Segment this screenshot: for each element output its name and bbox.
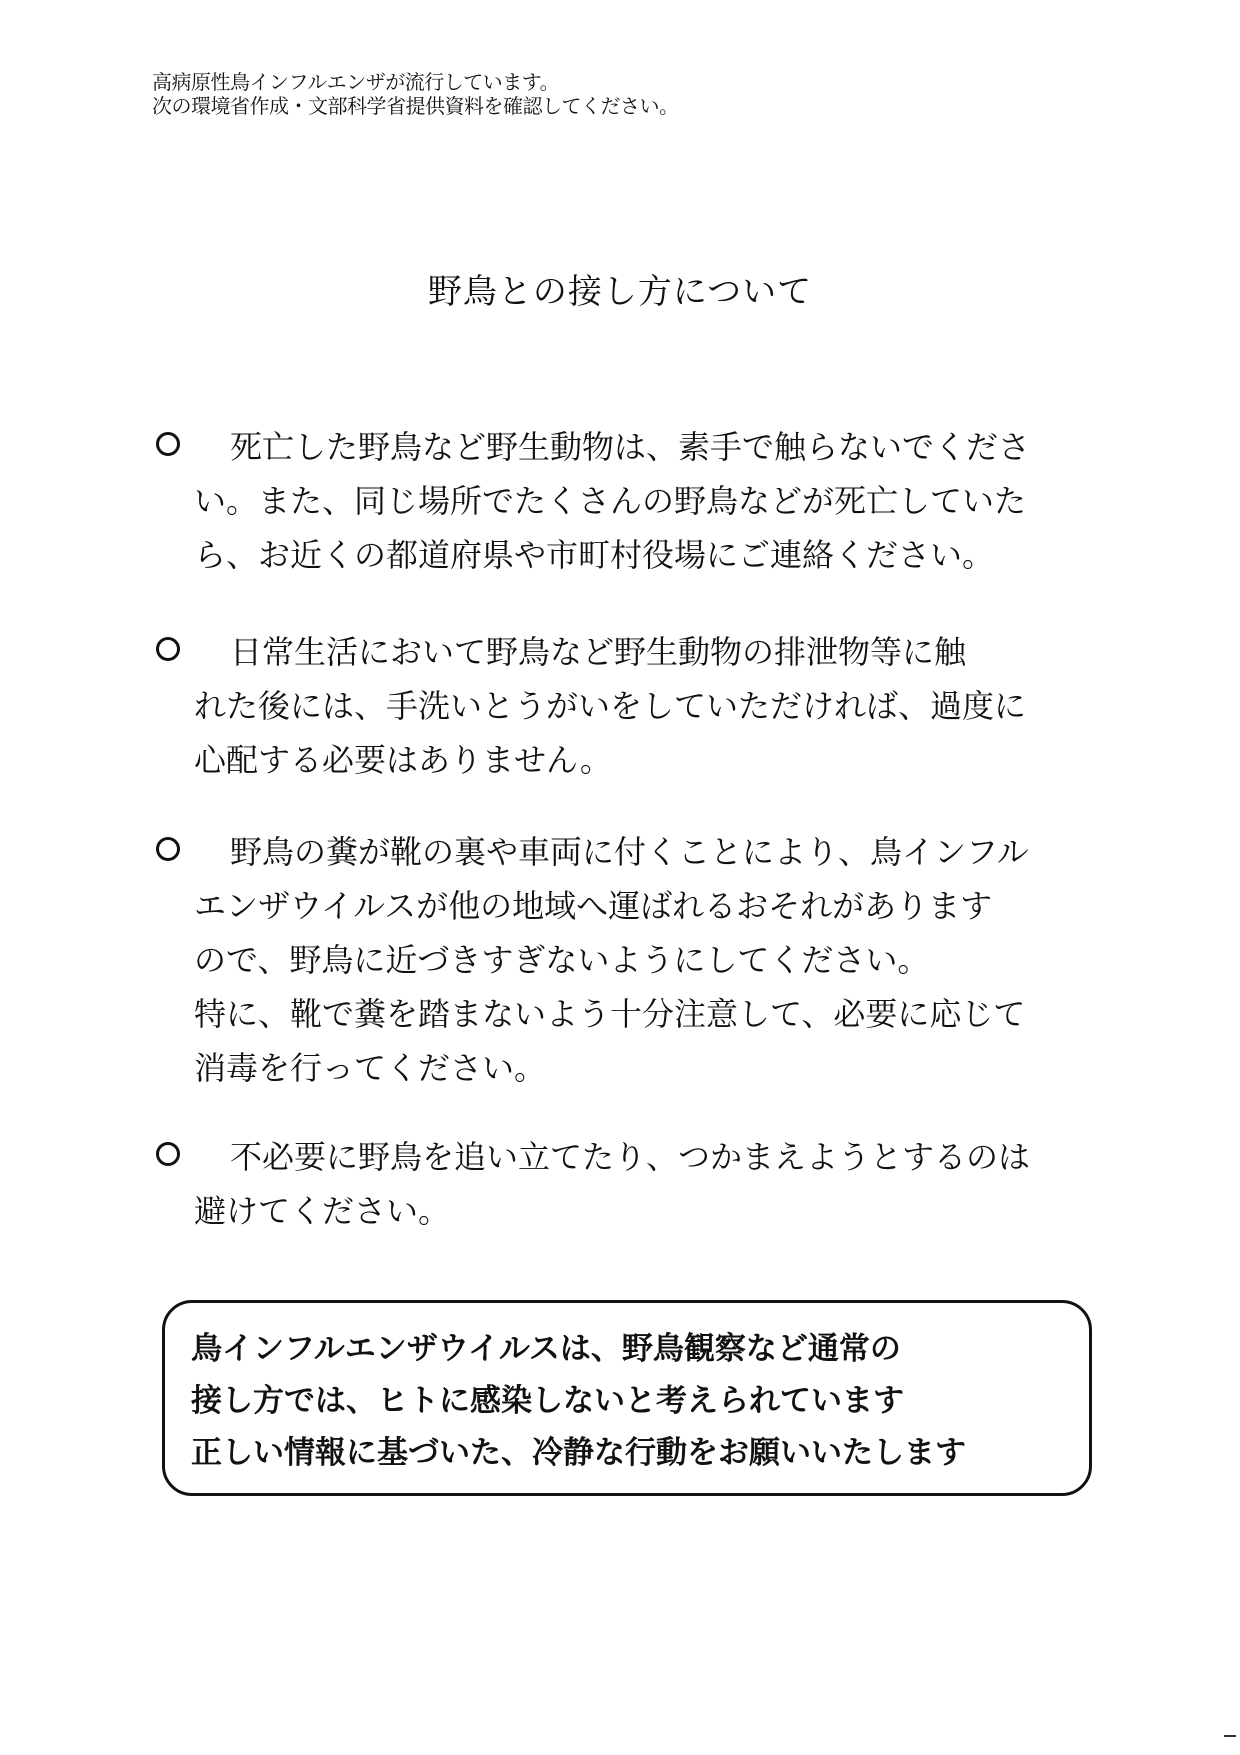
- guideline-text: [194, 420, 1114, 582]
- notice-line: 接し方では、ヒトに感染しないと考えられています: [191, 1383, 904, 1419]
- guideline-line: れた後には、手洗いとうがいをしていただければ、過度に: [194, 687, 1027, 725]
- notice-text: [191, 1323, 1071, 1479]
- guideline-text: [194, 1130, 1114, 1238]
- guideline-text: [194, 825, 1114, 1095]
- notice-line: 正しい情報に基づいた、冷静な行動をお願いいたします: [191, 1435, 966, 1471]
- header-note: [152, 70, 1052, 118]
- guideline-line: ら、お近くの都道府県や市町村役場にご連絡ください。: [194, 536, 995, 574]
- guideline-line: 特に、靴で糞を踏まないよう十分注意して、必要に応じて: [194, 995, 1026, 1033]
- guideline-line: 心配する必要はありません。: [194, 741, 612, 779]
- circle-bullet-icon: [156, 1142, 180, 1166]
- notice-box: [162, 1300, 1092, 1496]
- circle-bullet-icon: [156, 432, 180, 456]
- header-line-2: 次の環境省作成・文部科学省提供資料を確認してください。: [152, 94, 679, 118]
- guideline-line: エンザウイルスが他の地域へ運ばれるおそれがあります: [194, 887, 993, 925]
- header-line-1: 高病原性鳥インフルエンザが流行しています。: [152, 70, 560, 94]
- guideline-line: ので、野鳥に近づきすぎないようにしてください。: [194, 941, 930, 979]
- guideline-line: 日常生活において野鳥など野生動物の排泄物等に触: [230, 633, 967, 671]
- guideline-line: 消毒を行ってください。: [194, 1049, 547, 1087]
- guideline-line: 野鳥の糞が靴の裏や車両に付くことにより、鳥インフル: [230, 833, 1029, 871]
- scan-edge-mark: [1224, 1735, 1236, 1737]
- notice-line: 鳥インフルエンザウイルスは、野鳥観察など通常の: [191, 1331, 901, 1367]
- page-title: 野鳥との接し方について: [427, 272, 813, 312]
- guideline-text: [194, 625, 1114, 787]
- guideline-line: い。また、同じ場所でたくさんの野鳥などが死亡していた: [194, 482, 1027, 520]
- circle-bullet-icon: [156, 637, 180, 661]
- guideline-line: 死亡した野鳥など野生動物は、素手で触らないでくださ: [230, 428, 1031, 466]
- guideline-line: 避けてください。: [194, 1192, 451, 1230]
- guideline-line: 不必要に野鳥を追い立てたり、つかまえようとするのは: [230, 1138, 1031, 1176]
- circle-bullet-icon: [156, 837, 180, 861]
